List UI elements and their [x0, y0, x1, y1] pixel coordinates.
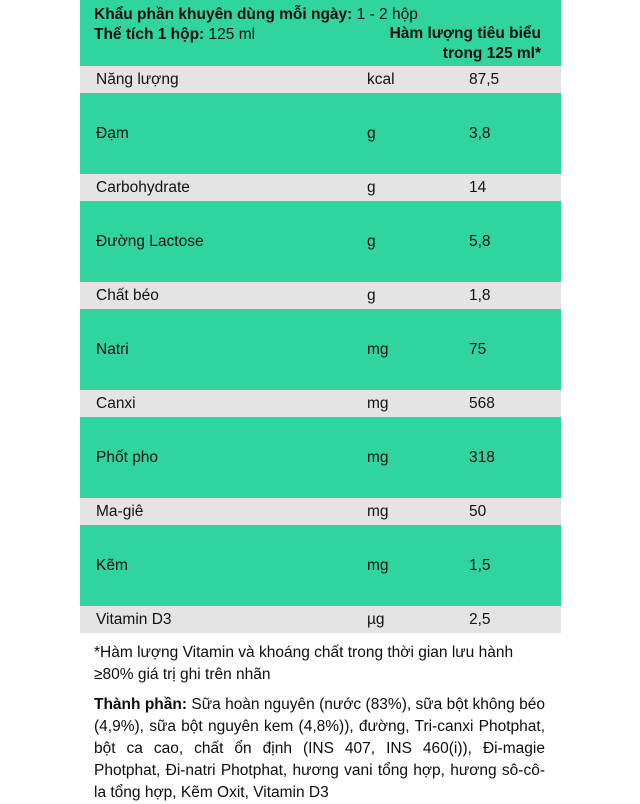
nutrient-name: Đạm	[80, 120, 364, 147]
nutrition-table	[80, 66, 561, 633]
footnote: *Hàm lượng Vitamin và khoáng chất trong thời gian lưu hành ≥80% giá trị ghi trên nhãn	[94, 644, 514, 683]
table-row	[80, 66, 561, 93]
nutrient-name: Kẽm	[80, 552, 364, 579]
row-separator-cell	[80, 147, 561, 174]
ingredients-label: Thành phần:	[94, 696, 188, 713]
nutrient-value: 568	[466, 390, 561, 417]
table-row	[80, 498, 561, 525]
volume-group	[94, 25, 255, 45]
nutrient-unit: kcal	[364, 66, 466, 93]
nutrient-unit: µg	[364, 606, 466, 633]
row-separator-cell	[80, 579, 561, 606]
ingredients-text: Sữa hoàn nguyên (nước (83%), sữa bột không béo (4,9%), sữa bột nguyên kem (4,8%)), đường, Tri-canxi Photphat, bột ca cao, chất ổn định (INS 407, INS 460(i)), Đi-magie Photphat, Đi-natri Photphat, hương vani tổng hợp, hương sô-cô-la tổng hợp, Kẽm Oxit, Vitamin D3	[94, 696, 545, 801]
table-row	[80, 390, 561, 417]
nutrient-name: Phốt pho	[80, 444, 364, 471]
row-separator-cell	[80, 363, 561, 390]
nutrient-value: 75	[466, 336, 561, 363]
row-separator-cell	[80, 201, 561, 228]
nutrient-unit: g	[364, 174, 466, 201]
nutrient-name: Ma-giê	[80, 498, 364, 525]
nutrient-unit: g	[364, 282, 466, 309]
nutrient-value: 318	[466, 444, 561, 471]
nutrient-name: Carbohydrate	[80, 174, 364, 201]
table-row	[80, 444, 561, 471]
nutrient-value: 5,8	[466, 228, 561, 255]
serving-value: 1 - 2 hộp	[356, 6, 418, 23]
nutrition-label-panel	[80, 0, 561, 801]
nutrient-value: 2,5	[466, 606, 561, 633]
table-row	[80, 606, 561, 633]
amount-heading-line1: Hàm lượng tiêu biểu	[389, 25, 541, 42]
nutrient-name: Natri	[80, 336, 364, 363]
label-header	[80, 0, 561, 66]
nutrient-name: Chất béo	[80, 282, 364, 309]
row-separator	[80, 579, 561, 606]
ingredients-section	[80, 686, 561, 804]
nutrition-table-body	[80, 66, 561, 633]
nutrient-unit: mg	[364, 390, 466, 417]
amount-column-heading	[390, 24, 547, 64]
table-row	[80, 174, 561, 201]
nutrient-unit: mg	[364, 336, 466, 363]
row-separator	[80, 525, 561, 552]
row-separator	[80, 417, 561, 444]
serving-line	[94, 5, 547, 25]
row-separator	[80, 363, 561, 390]
nutrient-value: 50	[466, 498, 561, 525]
nutrient-value: 1,8	[466, 282, 561, 309]
nutrient-unit: mg	[364, 552, 466, 579]
nutrient-value: 3,8	[466, 120, 561, 147]
nutrient-unit: g	[364, 228, 466, 255]
volume-line	[94, 25, 547, 64]
table-row	[80, 120, 561, 147]
row-separator	[80, 309, 561, 336]
row-separator-cell	[80, 525, 561, 552]
row-separator-cell	[80, 417, 561, 444]
nutrient-unit: mg	[364, 444, 466, 471]
table-row	[80, 228, 561, 255]
row-separator	[80, 471, 561, 498]
row-separator	[80, 201, 561, 228]
nutrient-name: Đường Lactose	[80, 228, 364, 255]
amount-heading-line2: trong 125 ml*	[442, 45, 541, 62]
table-row	[80, 282, 561, 309]
volume-label: Thể tích 1 hộp:	[94, 26, 205, 43]
nutrient-value: 87,5	[466, 66, 561, 93]
nutrient-unit: g	[364, 120, 466, 147]
table-row	[80, 336, 561, 363]
row-separator-cell	[80, 255, 561, 282]
nutrient-name: Vitamin D3	[80, 606, 364, 633]
nutrient-name: Năng lượng	[80, 66, 364, 93]
row-separator-cell	[80, 471, 561, 498]
row-separator	[80, 93, 561, 120]
row-separator	[80, 147, 561, 174]
serving-label: Khẩu phần khuyên dùng mỗi ngày:	[94, 6, 353, 23]
row-separator-cell	[80, 309, 561, 336]
table-row	[80, 552, 561, 579]
nutrient-value: 14	[466, 174, 561, 201]
nutrient-unit: mg	[364, 498, 466, 525]
nutrient-name: Canxi	[80, 390, 364, 417]
row-separator-cell	[80, 93, 561, 120]
nutrient-value: 1,5	[466, 552, 561, 579]
row-separator	[80, 255, 561, 282]
volume-value: 125 ml	[208, 26, 256, 43]
